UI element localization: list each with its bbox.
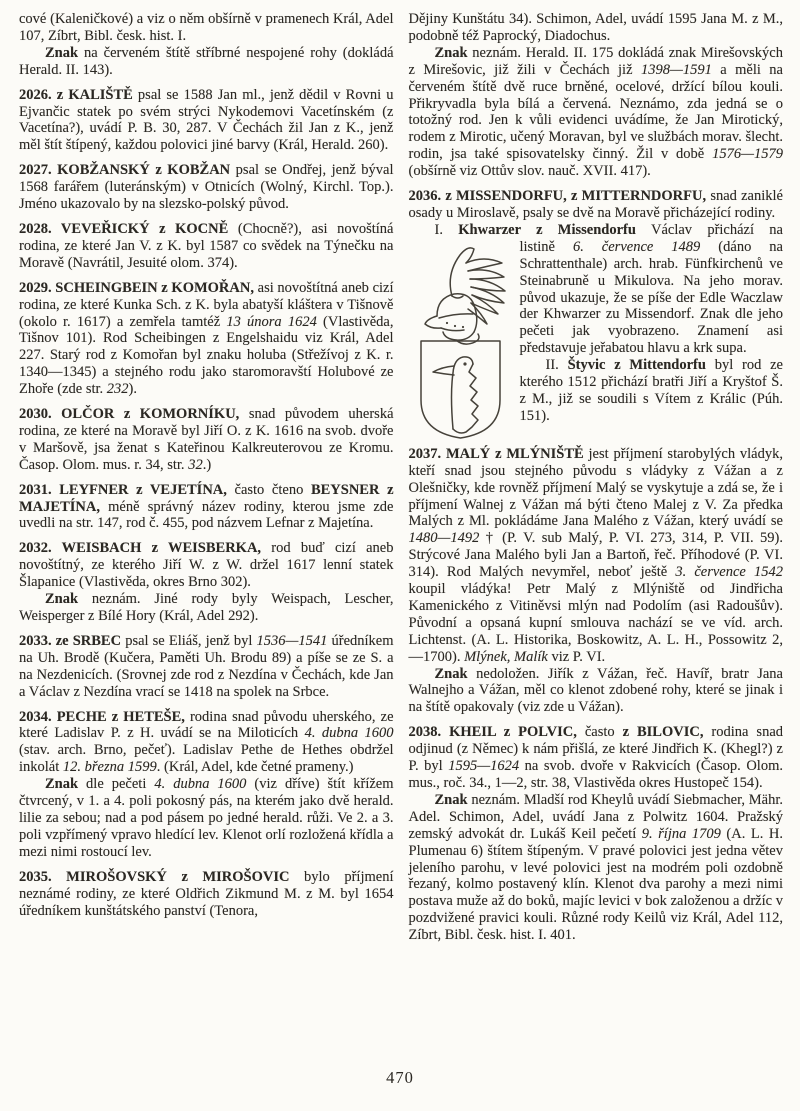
entry-2026-z-kaliste [19,87,394,155]
paragraph: 2038. KHEIL z POLVIC, často z BILOVIC, rodina snad odjinud (z Němec) k nám přišlá, ze které Jindřich K. (Khegl?) z P. byl 1595—1624 na svob. dvoře v Rakvicích (Časop. Olom. mus., roč. 34., 1—2, str. 38, Vlastivěda okres Hustopeč 154). [408,724,784,791]
paragraph: 2037. MALÝ z MLÝNIŠTĚ jest příjmení starobylých vládyk, kteří snad jsou stejného původu s vládyky z Vážan a z Olešničky, kde rovněž příjmení Malý se vyskytuje a zdá se, že i příjmení Walnej z Vážan má býti čteno Malej z V. Za předka Malých z Ml. pokládáme Jana Malého z Vážan, který uvádí se 1480—1492 † (P. V. sub Malý, P. VI. 273, 314, P. VII. 59). Strýcové Jana Malého byli Jan a Bartoň, řeč. Příhodové (P. VI. 314). Rod Malých nevymřel, neboť ještě 3. července 1542 koupil vládýka! Petr Malý z Mlýniště od Jindřicha Kamenického z Vitiněvsi mlýn nad Podolím (asi Radoušův). Původní a opsaná kupní smlouva nachází se ve víd. arch. Lichtenst. (A. L. Historika, Boskowitz, A. L. H., Possowitz 2, —1700). Mlýnek, Malík viz P. VI. [408,445,783,665]
entry-2035-mirosovsky [19,869,394,920]
paragraph: Znak nedoložen. Jiřík z Vážan, řeč. Havíř, bratr Jana Walnejho a Vážan, měl co klenot zdobené rohy, které se jinak i na štítě opakovaly (viz zde u Vážan). [408,665,783,716]
paragraph: 2033. ze SRBEC psal se Eliáš, jenž byl 1536—1541 úředníkem na Uh. Brodě (Kučera, Paměti Uh. Brodu 89) a píše se ze S. a na Nezdenicích. (Srovnej zde rod z Nezdína v Čechách, kde Jan a Václav z Nezdína vrací se 1418 na spolek na Srbce. [19,632,394,700]
entry-2036-missendorf [409,188,784,425]
shield-drawing [421,341,500,438]
left-column [19,11,394,952]
paragraph: 2032. WEISBACH z WEISBERKA, rod buď cizí aneb novoštítný, ze kterého Jiří W. z W. držel 1617 lenní statek Šlapanice (Vlastivěda, okres Brno 302). [19,540,394,591]
entry-2037-maly [409,446,784,717]
paragraph: Znak neznám. Herald. II. 175 dokládá znak Mirešovských z Mirešovic, již žili v Čechách již 1398—1591 a měli na červeném štítě dvě ruce brněné, ocelové, držící bílou kouli. Přikryvadla byla bílá a červená. Neznámo, zda jedná se o totožný rod. Jen k vůli evidenci uvádíme, že Jan Mirotický, rodem z Mirotic, učený Moravan, byl ve službách morav. šlecht. rodin, jsa také spisovatelsky činný. Žil v době 1576—1579 (obšírně viz Ottův slov. nauč. XVII. 417). [408,44,783,180]
entry-2031-leyfner [19,482,394,533]
paragraph: listině 6. července 1489 (dáno na Schrattenthale) arch. hrab. Fünfkirchenů ve Steinabruně u Mikulova. Na jeho morav. původ ukazuje, že se píše der Edle Waczlaw der Khwarzer zu Missendorf. Znak dle jeho pečeti jak vyobrazeno. Znamení asi představuje jeřabatou hlavu a krk supa. [519,238,783,357]
paragraph: 2030. OLČOR z KOMORNÍKU, snad původem uherská rodina, ze které na Moravě byl Jiří O. z K. 1616 na svob. dvoře v Maršově, jsa ženat s Kateřinou Kalkreuterovou ze Kromu. Časop. Olom. mus. r. 34, str. 32.) [19,406,394,473]
entry-2034-peche [19,709,394,861]
paragraph: cové (Kaleničkové) a viz o něm obšírně v pramenech Král, Adel 107, Zíbrt, Bibl. česk. hist. I. [19,11,394,44]
entry-2038-kheil [409,724,784,944]
entry-2030-olcor [19,406,394,474]
coat-of-arms-figure [418,242,506,444]
paragraph: Dějiny Kunštátu 34). Schimon, Adel, uvádí 1595 Jana M. z M., podobně též Paprocký, Diadochus. [408,11,783,44]
vulture-head-drawing [433,357,478,433]
paragraph: 2029. SCHEINGBEIN z KOMOŘAN, asi novoštítná aneb cizí rodina, ze které Kunka Sch. z K. byla abatyší kláštera v Tišnově (okolo r. 1617) a zemřela tamtéž 13 února 1624 (Vlastivěda, Tišnov 101). Rod Scheibingen z Engelshaidu viz Král, Adel 227. Starý rod z Komořan byl znaku holuba (Střežívoj z K. r. 1340—1345) a stejného rodu jako staromoravští Holubové ze Zhoře (zde str. 232). [19,279,394,398]
right-column [409,11,784,952]
paragraph: II. Štyvic z Mittendorfu byl rod ze kterého 1512 přichází bratři Jiří a Kryštof Š. z M., již se soudili s Vítem z Králic (Púh. 151). [519,357,783,424]
paragraph: Znak neznám. Mladší rod Kheylů uvádí Siebmacher, Mähr. Adel. Schimon, Adel, uvádí Jana z Polwitz 1604. Pražský zemský advokát dr. Lukáš Keil pečetí 9. října 1709 (A. L. H. Plumenau 6) štítem štípeným. V pravé polovici jest jedna větev jeleního parohu, v levé polovici jest na modrém poli ozdobně řezaný, kolmo postavený klín. Klenot dva parohy a mezi nimi postava muže až do boků, majíc levici v bok založenou a držíc v pozdvižené pravici kouli. Různé rody Keilů viz Král, Adel 112, Zíbrt, Bibl. česk. hist. I. 401. [408,791,783,944]
paragraph: 2028. VEVEŘICKÝ z KOCNĚ (Chocně?), asi novoštíná rodina, ze které Jan V. z K. byl 1587 co svědek na Týnečku na Moravě (Navrátil, Jesuité olom. 374). [19,220,394,271]
wing-crest-drawing [450,248,505,324]
paragraph: I. Khwarzer z Missendorfu Václav přichází na [434,221,783,238]
paragraph: 2036. z MISSENDORFU, z MITTERNDORFU, snad zaniklé osady u Miroslavě, psaly se dvě na Moravě přicházející rodiny. [408,188,783,221]
helmet-drawing [425,294,479,344]
paragraph: 2035. MIROŠOVSKÝ z MIROŠOVIC bylo příjmení neznámé rodiny, ze které Oldřich Zikmund M. z M. byl 1654 úředníkem kunštátského panství (Tenora, [19,868,394,919]
paragraph: Znak dle pečeti 4. dubna 1600 (viz dříve) štít křížem čtvrcený, v 1. a 4. poli pokosný pás, na kterém jako dvě herald. lilie za sebou; nad a pod pásem po jedné herald. růži. Ve 2. a 3. poli vzpřímený vpravo hledící lev. Klenot orlí rozložená křídla a mezi nimi rostoucí lev. [19,776,394,860]
paragraph: 2031. LEYFNER z VEJETÍNA, často čteno BEYSNER z MAJETÍNA, méně správný název rodiny, kterou jsme zde uvedli na str. 147, rod č. 455, pod názvem Lefnar z Majetína. [19,481,394,532]
paragraph: Znak neznám. Jiné rody byly Weispach, Lescher, Weisperger z Bílé Hory (Král, Adel 292). [19,591,394,624]
continuation-previous-entry [19,11,394,79]
entry-2032-weisbach [19,540,394,625]
paragraph: 2034. PECHE z HETEŠE, rodina snad původu uherského, ze které Ladislav P. z H. uvádí se na Miloticích 4. dubna 1600 (stav. arch. Brno, pečeť). Ladislav Pethe de Hethes obdržel inkolát 12. března 1599. (Král, Adel, kde četné prameny.) [19,708,394,776]
entry-2033-ze-srbec [19,633,394,701]
paragraph: Znak na červeném štítě stříbrné nespojené rohy (dokládá Herald. II. 143). [19,44,394,78]
entry-2027-kobzansky [19,162,394,213]
entry-2035-continuation [409,11,784,180]
page-number: 470 [386,1068,414,1087]
paragraph: 2027. KOBŽANSKÝ z KOBŽAN psal se Ondřej, jenž býval 1568 farářem (luteránským) v Otnicích (Wolný, Kirchl. Top.). Jméno ukazovalo by na slezsko-polský původ. [19,162,394,213]
entry-2028-vevericky [19,221,394,272]
paragraph: 2026. z KALIŠTĚ psal se 1588 Jan ml., jenž dědil v Rovni u Ejvančic statek po svém strýci Nykodemovi Vacetínském (z Vacetína?), uvádí P. B. 30, 287. V Čechách žil Jan z K., jenž měl štít štípený, každou polovici jiné barvy (Král, Herald. 260). [19,86,394,154]
entry-2029-scheingbein [19,280,394,398]
